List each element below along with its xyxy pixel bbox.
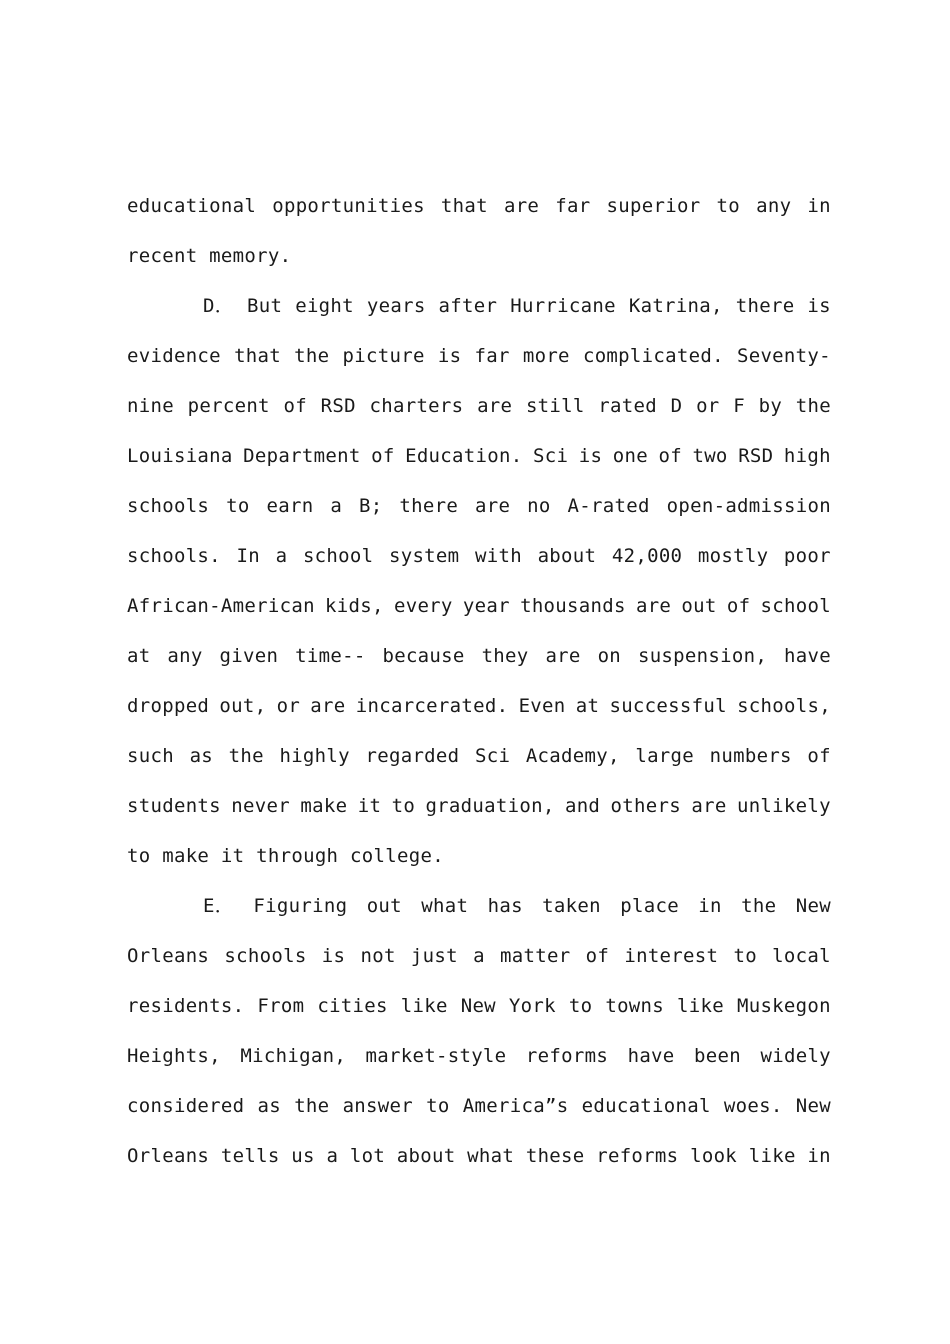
text-line: Louisiana Department of Education. Sci is one of two RSD high <box>127 445 831 467</box>
text-line: Orleans schools is not just a matter of interest to local <box>127 945 831 967</box>
text-line: schools. In a school system with about 42,000 mostly poor <box>127 545 831 567</box>
text-line: evidence that the picture is far more complicated. Seventy- <box>127 345 831 367</box>
text-line: dropped out, or are incarcerated. Even at successful schools, <box>127 695 831 717</box>
text-line: at any given time-- because they are on suspension, have <box>127 645 831 667</box>
text-line: schools to earn a B; there are no A-rated open-admission <box>127 495 831 517</box>
paragraph-d-first-line: D． But eight years after Hurricane Katrina, there is <box>203 295 831 317</box>
paragraph-e-first-line: E． Figuring out what has taken place in the New <box>203 895 831 917</box>
text-line: African-American kids, every year thousands are out of school <box>127 595 831 617</box>
text-line: students never make it to graduation, and others are unlikely <box>127 795 831 817</box>
text-line: Orleans tells us a lot about what these reforms look like in <box>127 1145 831 1167</box>
text-line: educational opportunities that are far superior to any in <box>127 195 831 217</box>
text-line: Heights, Michigan, market-style reforms have been widely <box>127 1045 831 1067</box>
text-line: considered as the answer to America”s educational woes. New <box>127 1095 831 1117</box>
text-line: residents. From cities like New York to towns like Muskegon <box>127 995 831 1017</box>
text-line: to make it through college. <box>127 845 444 867</box>
text-line: recent memory. <box>127 245 292 267</box>
text-line: such as the highly regarded Sci Academy, large numbers of <box>127 745 831 767</box>
text-line: nine percent of RSD charters are still rated D or F by the <box>127 395 831 417</box>
